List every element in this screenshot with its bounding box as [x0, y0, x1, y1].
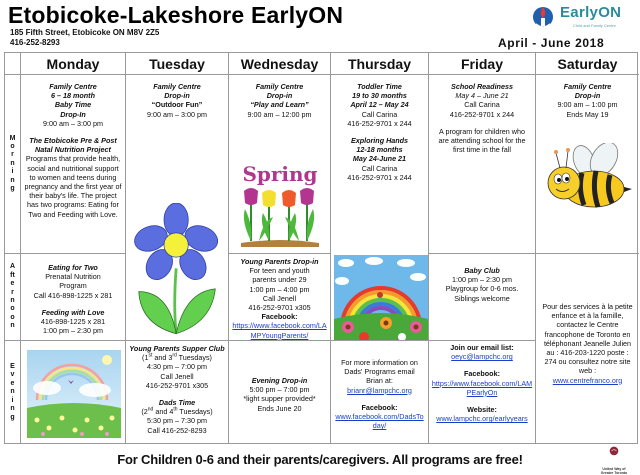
website-label: Website:	[467, 405, 497, 415]
period-evening-label: Evening	[10, 363, 15, 421]
program-title: Evening Drop-in	[251, 376, 308, 385]
program-title: Young Parents Supper Club	[129, 344, 225, 353]
spring-image	[237, 163, 323, 251]
program-age: 19 to 30 months	[352, 91, 407, 101]
wednesday-morning	[229, 75, 331, 254]
program-title: Toddler Time	[357, 82, 402, 91]
wednesday-afternoon	[229, 254, 331, 341]
text: rd	[172, 352, 177, 359]
program-info: For more information on Dads' Programs email Brian at:	[341, 358, 418, 386]
program-time: 5:00 pm – 7:00 pm	[249, 385, 310, 395]
program-time: 1:00 pm – 2:30 pm	[43, 326, 103, 336]
program-title: Family Centre	[49, 82, 97, 91]
logo-tagline: Child and Family Centre	[573, 23, 616, 28]
email-link[interactable]: oeyc@lampchc.org	[451, 352, 513, 362]
text: th	[173, 406, 178, 413]
period-afternoon-label: Afternoon	[9, 263, 16, 330]
rainbow-meadow-image	[27, 350, 121, 438]
program-age: 12-18 months	[356, 145, 403, 155]
program-time: 9:00 am – 3:00 pm	[147, 109, 207, 119]
schedule-table	[4, 52, 638, 444]
day-header-saturday: Saturday	[536, 53, 639, 75]
program-description: Playgroup for 0-6 mos. Siblings welcome	[445, 284, 519, 303]
text: Tuesdays)	[177, 407, 213, 417]
bumblebee-image	[542, 143, 632, 213]
period-evening	[5, 341, 21, 444]
program-phone: Call 416-898-1225 x 281	[33, 290, 113, 300]
date-range: April - June 2018	[498, 36, 605, 50]
page-title: Etobicoke-Lakeshore EarlyON	[8, 2, 344, 28]
united-way-icon	[596, 446, 632, 462]
program-title: Eating for Two	[48, 263, 98, 272]
tulips-icon	[237, 185, 323, 249]
program-type: Drop-in	[266, 91, 293, 101]
program-type: Drop-In	[60, 109, 86, 119]
day-header-monday: Monday	[21, 53, 126, 75]
program-contact: Call Jenell	[262, 293, 297, 303]
text: 2	[143, 407, 148, 417]
program-type: Drop-in	[574, 91, 601, 101]
tuesday-evening	[126, 341, 229, 444]
program-contact: Call Carina	[464, 100, 500, 110]
program-title: Exploring Hands	[350, 136, 409, 146]
rainbow-flowers-image	[334, 255, 428, 341]
header-corner	[5, 53, 21, 75]
website-link[interactable]: www.lampchc.org/earlyyears	[436, 414, 528, 424]
program-contact: Call Carina	[361, 109, 398, 119]
friday-evening	[429, 341, 536, 444]
program-description: A program for children who are attending school for the first time in the fall	[438, 126, 526, 155]
period-morning-label: Morning	[9, 134, 16, 193]
program-title: School Readiness	[451, 82, 513, 91]
friday-afternoon	[429, 254, 536, 341]
text: st	[148, 352, 153, 359]
email-link[interactable]: brianr@lampchc.org	[347, 385, 412, 395]
program-time: 9:00 am – 12:00 pm	[247, 109, 312, 119]
program-end-date: Ends May 19	[566, 109, 609, 119]
program-title: Family Centre	[153, 82, 201, 91]
facebook-label: Facebook:	[261, 312, 298, 322]
program-phone: Call 416-252-8293	[147, 425, 207, 435]
saturday-afternoon-evening	[536, 254, 639, 444]
program-time: 4:30 pm – 7:00 pm	[147, 362, 207, 372]
united-way-text: United Way of Greater Toronto	[600, 467, 628, 475]
address-block	[10, 28, 159, 48]
program-phone: 416-252-9701 x 244	[347, 118, 412, 128]
program-time: 9:00 am – 1:00 pm	[557, 100, 618, 110]
period-morning	[5, 75, 21, 254]
friday-morning	[429, 75, 536, 254]
program-schedule: (2nd and 4th Tuesdays)	[141, 406, 213, 417]
earlyon-logo	[530, 4, 640, 32]
program-time: 5:30 pm – 7:30 pm	[147, 416, 207, 426]
program-phone: 416-898-1225 x 281	[40, 317, 106, 327]
lamp-emblem-icon	[532, 4, 554, 30]
monday-afternoon	[21, 254, 126, 341]
program-description: Programs that provide health, social and nutritional support to women and teens during pregnancy and the first year of their baby's life. The project has two programs: Eating for Two and Feeding with Love.	[24, 154, 122, 219]
address: 185 Fifth Street, Etobicoke ON M8V 2Z5	[10, 28, 160, 37]
text: and 4	[153, 407, 174, 417]
facebook-label: Facebook:	[361, 402, 398, 412]
program-end-date: Ends June 20	[257, 403, 302, 413]
text: 1	[144, 353, 149, 363]
program-phone: 416-252-9701 x 244	[347, 172, 412, 182]
thursday-morning-afternoon	[331, 75, 429, 341]
program-time: 1:00 pm – 4:00 pm	[249, 284, 310, 294]
facebook-link[interactable]: www.facebook.com/DadsToday/	[335, 412, 424, 431]
day-header-wednesday: Wednesday	[229, 53, 331, 75]
program-age: 6 – 18 month	[51, 91, 95, 101]
united-way-logo	[596, 446, 632, 475]
facebook-label: Facebook:	[464, 369, 500, 379]
program-schedule: (1st and 3rd Tuesdays)	[142, 352, 212, 363]
tuesday-morning-afternoon	[126, 75, 229, 341]
program-theme: “Outdoor Fun”	[151, 100, 203, 110]
program-time: 1:00 pm – 2:30 pm	[452, 275, 512, 285]
facebook-link[interactable]: https://www.facebook.com/LAMPEarlyOn	[431, 378, 533, 397]
program-title: Baby Time	[54, 100, 92, 110]
program-contact: Call Carina	[361, 163, 398, 173]
day-header-thursday: Thursday	[331, 53, 429, 75]
logo-brand: EarlyON	[560, 4, 622, 21]
blue-flower-image	[130, 203, 226, 341]
program-type: Drop-in	[164, 91, 190, 101]
text: Tuesdays)	[176, 353, 212, 363]
program-title: Young Parents Drop-in	[240, 257, 319, 266]
monday-morning	[21, 75, 126, 254]
program-title: Family Centre	[255, 82, 304, 91]
spring-image-text: Spring	[242, 162, 318, 186]
program-title: Feeding with Love	[41, 307, 105, 317]
program-title: Family Centre	[563, 82, 612, 91]
program-time: 9:00 am – 3:00 pm	[43, 118, 103, 128]
program-dates: May 24-June 21	[352, 154, 407, 164]
program-title: Baby Club	[464, 266, 500, 275]
program-title: Dads Time	[158, 398, 196, 408]
program-dates: April 12 – May 24	[350, 100, 409, 110]
saturday-morning	[536, 75, 639, 254]
wednesday-evening	[229, 341, 331, 444]
program-description: For teen and youth parents under 29	[249, 266, 310, 285]
text: nd	[147, 406, 154, 413]
day-header-tuesday: Tuesday	[126, 53, 229, 75]
program-description: Prenatal Nutrition Program	[45, 272, 101, 291]
program-title: The Etobicoke Pre & Post Natal Nutrition Project	[29, 136, 117, 155]
thursday-evening	[331, 341, 429, 444]
program-note: *light supper provided*	[243, 394, 316, 404]
email-list-label: Join our email list:	[450, 343, 514, 352]
phone: 416-252-8293	[10, 38, 60, 47]
monday-evening	[21, 341, 126, 444]
program-contact: Call Jenell	[160, 371, 194, 381]
day-header-friday: Friday	[429, 53, 536, 75]
facebook-link[interactable]: https://www.facebook.com/LAMPYoungParents/	[232, 321, 327, 340]
centrefranco-link[interactable]: www.centrefranco.org	[552, 375, 623, 385]
program-phone: 416-252-9701 x 244	[449, 109, 515, 119]
period-afternoon	[5, 254, 21, 341]
footer-tagline: For Children 0-6 and their parents/caregivers. All programs are free!	[117, 452, 523, 467]
francophone-info: Pour des services à la petite enfance et à la famille, contactez le Centre francophone de Toronto en téléphonant Jeanelle Julien au : 416-203-1220 poste : 274 ou consultez notre site web :	[542, 302, 633, 376]
program-dates: May 4 – June 21	[455, 91, 509, 101]
program-theme: “Play and Learn”	[250, 100, 309, 110]
program-phone: 416-252-9701 x305	[248, 303, 311, 313]
text: and 3	[152, 353, 173, 363]
program-phone: 416-252-9701 x305	[145, 380, 209, 390]
